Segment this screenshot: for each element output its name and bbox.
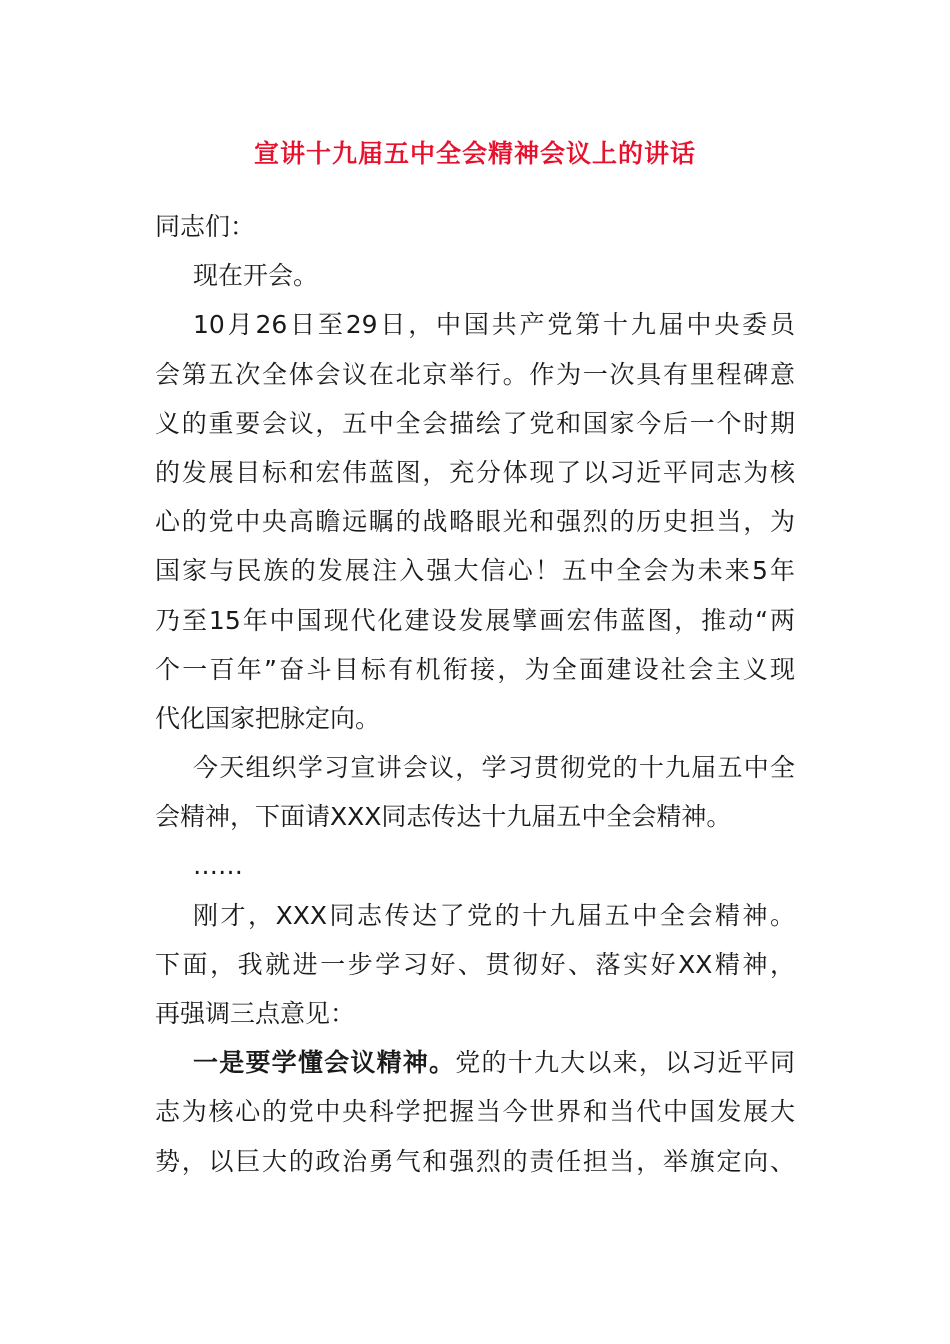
document-title: 宣讲十九届五中全会精神会议上的讲话 bbox=[253, 139, 696, 168]
line-text: 同志们： bbox=[155, 212, 256, 241]
line-text: 会第五次全体会议在北京举行。作为一次具有里程碑意 bbox=[155, 359, 795, 389]
line-text: 国家与民族的发展注入强大信心！五中全会为未来5年 bbox=[155, 556, 795, 586]
line-text: 志为核心的党中央科学把握当今世界和当代中国发展大 bbox=[155, 1097, 795, 1127]
salutation-line bbox=[155, 202, 795, 251]
line-text: 现在开会。 bbox=[193, 261, 319, 291]
paragraph-line bbox=[155, 596, 795, 645]
line-text: 代化国家把脉定向。 bbox=[155, 703, 381, 733]
paragraph-line bbox=[155, 743, 795, 792]
paragraph-line bbox=[155, 940, 795, 989]
line-text: 今天组织学习宣讲会议，学习贯彻党的十九届五中全 bbox=[193, 753, 795, 783]
paragraph-line bbox=[155, 251, 795, 300]
paragraph-line bbox=[155, 694, 795, 743]
line-text: 势，以巨大的政治勇气和强烈的责任担当，举旗定向、 bbox=[155, 1146, 795, 1176]
line-text: …… bbox=[193, 851, 243, 881]
bold-heading-text: 一是要学懂会议精神。 bbox=[193, 1048, 456, 1078]
paragraph-line bbox=[155, 497, 795, 546]
paragraph-line bbox=[155, 546, 795, 595]
paragraph-line bbox=[155, 1087, 795, 1136]
line-text: 乃至15年中国现代化建设发展擘画宏伟蓝图，推动“两 bbox=[155, 605, 795, 635]
line-text: 党的十九大以来，以习近平同 bbox=[455, 1048, 795, 1078]
line-text: 义的重要会议，五中全会描绘了党和国家今后一个时期 bbox=[155, 408, 795, 438]
line-text: 刚才，XXX同志传达了党的十九届五中全会精神。 bbox=[193, 900, 795, 930]
paragraph-line bbox=[155, 300, 795, 349]
line-text: 个一百年”奋斗目标有机衔接，为全面建设社会主义现 bbox=[155, 654, 795, 684]
line-text: 10月26日至29日，中国共产党第十九届中央委员 bbox=[193, 310, 795, 340]
line-text: 再强调三点意见： bbox=[155, 999, 356, 1028]
paragraph-line bbox=[155, 792, 795, 841]
paragraph-line bbox=[155, 1038, 795, 1087]
paragraph-line bbox=[155, 989, 795, 1038]
ellipsis-line bbox=[155, 841, 795, 890]
paragraph-line bbox=[155, 448, 795, 497]
paragraph-line bbox=[155, 645, 795, 694]
line-text: 心的党中央高瞻远瞩的战略眼光和强烈的历史担当，为 bbox=[155, 507, 795, 537]
paragraph-line bbox=[155, 350, 795, 399]
line-text: 的发展目标和宏伟蓝图，充分体现了以习近平同志为核 bbox=[155, 457, 795, 487]
document-body bbox=[155, 202, 795, 1186]
paragraph-line bbox=[155, 1137, 795, 1186]
line-text: 下面，我就进一步学习好、贯彻好、落实好XX精神， bbox=[155, 949, 795, 979]
paragraph-line bbox=[155, 891, 795, 940]
paragraph-line bbox=[155, 399, 795, 448]
line-text: 会精神，下面请XXX同志传达十九届五中全会精神。 bbox=[155, 802, 732, 832]
